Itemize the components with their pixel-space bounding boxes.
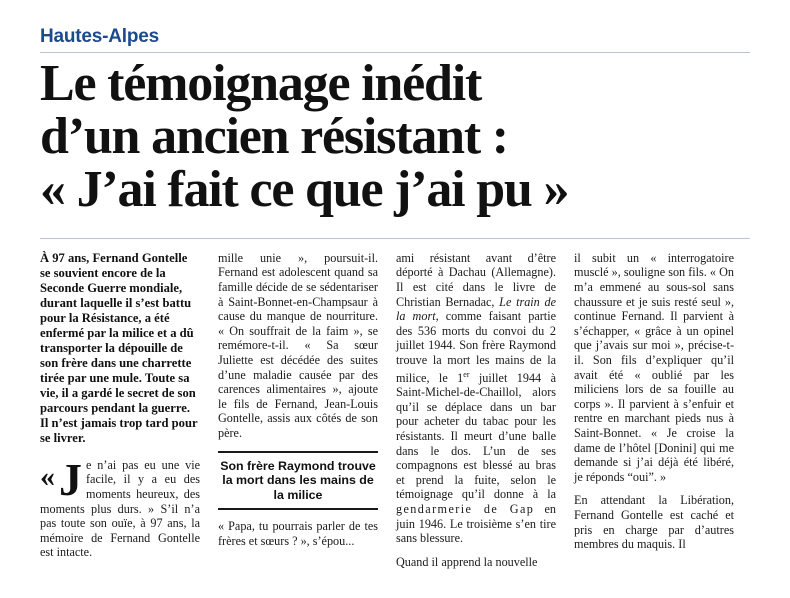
headline-line-2: d’un ancien résistant : — [40, 107, 508, 165]
paragraph: e n’ai pas eu une vie facile, il y a eu des moments heureux, des moments plus durs. » S’il n’a pas toute son ouïe, à 97 ans, la mémoire de Fernand Gontelle est intacte. — [40, 457, 200, 560]
column-1 — [40, 251, 200, 570]
kicker-location: Hautes-Alpes — [40, 26, 160, 47]
headline-rule — [40, 238, 750, 239]
section-subhead: Son frère Raymond trouve la mort dans les mains de la milice — [218, 451, 378, 511]
paragraph: En attendant la Libération, Fernand Gontelle est caché et pris en charge par d’autres membres du maquis. Il — [574, 493, 734, 552]
standfirst: À 97 ans, Fernand Gontelle se souvient encore de la Seconde Guerre mondiale, durant laquelle il s’est battu pour la Résistance, a été enfermé par la milice et a dû transporter la dépouille de son frère dans une charrette tirée par une mule. Toute sa vie, il a gardé le secret de son parcours pendant la guerre. Il n’est jamais trop tard pour se livrer. — [40, 250, 198, 445]
article-columns — [40, 251, 752, 570]
page-title — [40, 55, 750, 218]
lead-paragraph-block — [40, 453, 200, 560]
paragraph-gap — [574, 484, 734, 493]
column-2 — [218, 251, 378, 570]
paragraph: ami résistant avant d’être déporté à Dachau (Allemagne). Il est cité dans le livre de Christian Bernadac, Le train de la mort, comme faisant partie des 536 morts du convoi du 2 juillet 1944. Son frère Raymond trouve la mort les mains de la milice, le 1er juillet 1944 à Saint-Michel-de-Chaillol, alors qu’il se déplace dans un bar pour acheter du tabac pour les résistants. Il meurt d’une balle dans le dos. L’un de ses compagnons est blessé au bras et prend la fuite, selon le témoignage qu’il donne à la gendarmerie de Gap en juin 1946. Le troisième s’en tire sans blessure. — [396, 250, 556, 546]
paragraph: mille unie », poursuit-il. Fernand est adolescent quand sa famille décide de se sédentariser à Saint-Bonnet-en-Champsaur à cause du manque de nourriture. « On souffrait de la faim », se remémore-t-il. « Sa sœur Juliette est décédée des suites d’une maladie causée par des carences alimentaires », ajoute le fils de Fernand, Jean-Louis Gontelle, assis aux côtés de son père. — [218, 250, 378, 440]
headline-line-3: « J’ai fait ce que j’ai pu » — [40, 160, 569, 218]
paragraph-gap — [396, 546, 556, 555]
drop-cap: J — [59, 453, 82, 505]
headline-line-1: Le témoignage inédit — [40, 55, 482, 112]
paragraph: il subit un « interrogatoire musclé », souligne son fils. « On m’a emmené au sous-sol sans chaussure et je suis resté seul », continue Fernand. Il parvient à s’échapper, « grâce à un opinel que j’avais sur moi », précise-t-il. Son fils d’expliquer qu’il avait été « oublié par les miliciens lors de sa fouille au corps ». Il parvient à s’enfuir et rentre en marchant pieds nus à Saint-Bonnet. « Je croise la dame de l’hôtel [Donini] qui me demande si j’ai déjà été libéré, je réponds “oui”. » — [574, 250, 734, 484]
column-4 — [574, 251, 734, 570]
column-3 — [396, 251, 556, 570]
kicker-rule — [40, 52, 750, 53]
paragraph: « Papa, tu pourrais parler de tes frères et sœurs ? », s’épou... — [218, 519, 378, 548]
paragraph: Quand il apprend la nouvelle — [396, 554, 538, 569]
open-quote-glyph: « — [40, 459, 55, 493]
